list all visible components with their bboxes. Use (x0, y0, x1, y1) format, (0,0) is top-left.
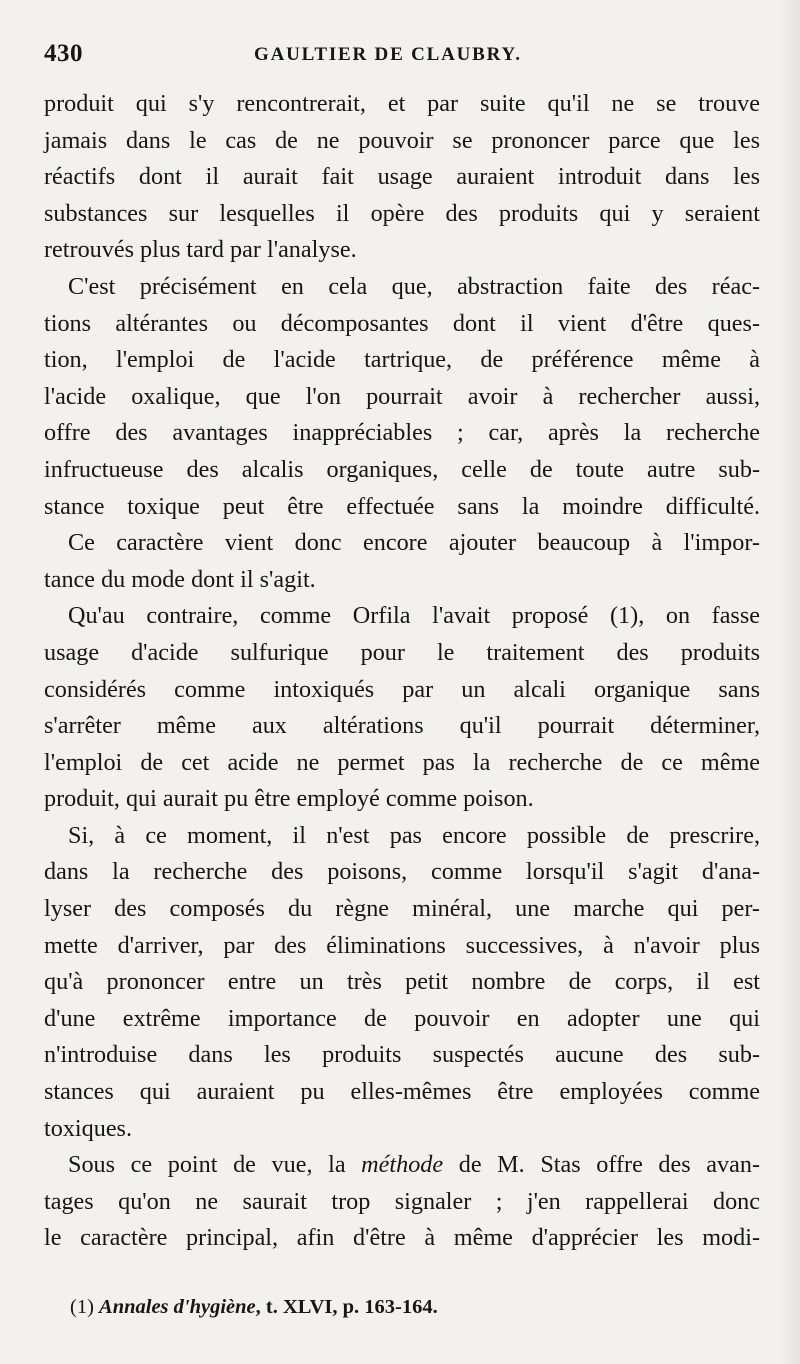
text-line: Qu'au contraire, comme Orfila l'avait proposé (1), on fasse (68, 602, 760, 630)
text-line: toxiques. (44, 1114, 133, 1142)
footnote-journal: Annales d'hygiène (99, 1296, 256, 1318)
footnote (70, 1296, 438, 1319)
text-line: tions altérantes ou décomposantes dont il vient d'être ques- (44, 309, 760, 337)
paragraph-5 (44, 818, 760, 1147)
text-line: le caractère principal, afin d'être à même d'apprécier les modi- (44, 1224, 760, 1252)
text-line: mette d'arriver, par des éliminations successives, à n'avoir plus (44, 931, 760, 959)
paragraph-6 (44, 1147, 760, 1257)
footnote-marker: (1) (70, 1296, 94, 1318)
text-segment: de M. Stas offre des avan- (443, 1151, 761, 1179)
text-line (44, 1147, 760, 1184)
text-line: l'acide oxalique, que l'on pourrait avoir à rechercher aussi, (44, 382, 760, 410)
main-text (44, 86, 760, 1257)
text-line: considérés comme intoxiqués par un alcali organique sans (44, 675, 760, 703)
text-line: lyser des composés du règne minéral, une marche qui per- (44, 895, 760, 923)
text-line: réactifs dont il aurait fait usage auraient introduit dans les (44, 163, 760, 191)
text-line: qu'à prononcer entre un très petit nombre de corps, il est (44, 968, 760, 996)
text-line: infructueuse des alcalis organiques, celle de toute autre sub- (44, 455, 760, 483)
text-line: Si, à ce moment, il n'est pas encore possible de prescrire, (68, 821, 760, 849)
page-header (44, 36, 760, 76)
text-line: usage d'acide sulfurique pour le traitement des produits (44, 638, 760, 666)
text-line: produit, qui aurait pu être employé comme poison. (44, 785, 534, 813)
text-line: substances sur lesquelles il opère des produits qui y seraient (44, 199, 760, 227)
paragraph-3 (44, 525, 760, 598)
paragraph-1 (44, 86, 760, 269)
text-line: Ce caractère vient donc encore ajouter beaucoup à l'impor- (68, 529, 760, 557)
page-number: 430 (44, 40, 83, 67)
text-line: s'arrêter même aux altérations qu'il pourrait déterminer, (44, 712, 760, 740)
paragraph-2 (44, 269, 760, 525)
text-line: n'introduise dans les produits suspectés aucune des sub- (44, 1041, 760, 1069)
text-line: C'est précisément en cela que, abstraction faite des réac- (68, 272, 760, 300)
page-edge-shadow (778, 0, 800, 1364)
text-line: tion, l'emploi de l'acide tartrique, de préférence même à (44, 346, 760, 374)
text-line: retrouvés plus tard par l'analyse. (44, 236, 357, 264)
emphasis-methode: méthode (361, 1151, 444, 1179)
text-line: tance du mode dont il s'agit. (44, 565, 316, 593)
text-line: produit qui s'y rencontrerait, et par suite qu'il ne se trouve (44, 90, 760, 117)
text-line: l'emploi de cet acide ne permet pas la recherche de ce même (44, 748, 760, 776)
text-segment: Sous ce point de vue, la (68, 1151, 362, 1179)
running-head: GAULTIER DE CLAUBRY. (254, 44, 522, 65)
text-line: offre des avantages inappréciables ; car, après la recherche (44, 419, 760, 447)
text-line: tages qu'on ne saurait trop signaler ; j'en rappellerai donc (44, 1187, 760, 1215)
paragraph-4 (44, 598, 760, 818)
text-line: stance toxique peut être effectuée sans la moindre difficulté. (44, 492, 760, 520)
text-line: d'une extrême importance de pouvoir en adopter une qui (44, 1004, 760, 1032)
text-line: stances qui auraient pu elles-mêmes être employées comme (44, 1078, 760, 1106)
text-line: dans la recherche des poisons, comme lorsqu'il s'agit d'ana- (44, 858, 760, 886)
text-line: jamais dans le cas de ne pouvoir se prononcer parce que les (44, 126, 760, 154)
footnote-reference: , t. XLVI, p. 163-164. (255, 1296, 438, 1318)
